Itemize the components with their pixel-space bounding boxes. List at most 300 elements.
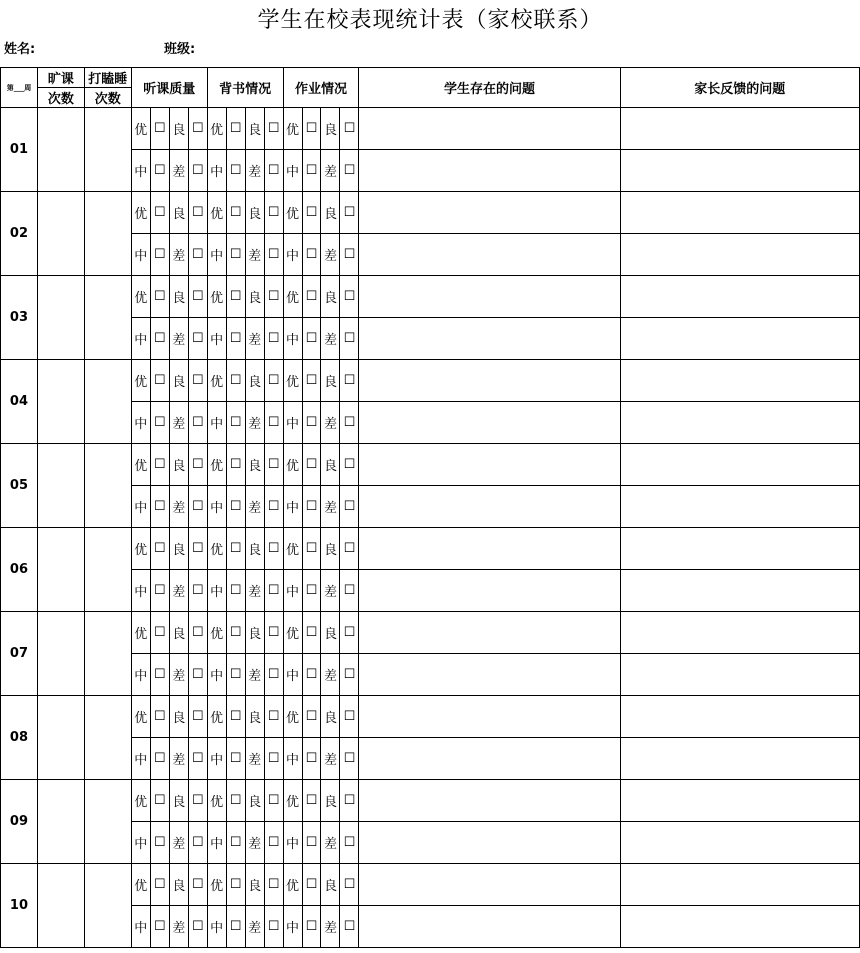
grade-checkbox[interactable]: ☐ bbox=[340, 780, 359, 822]
grade-checkbox[interactable]: ☐ bbox=[264, 192, 283, 234]
grade-checkbox[interactable]: ☐ bbox=[226, 486, 245, 528]
grade-checkbox[interactable]: ☐ bbox=[150, 528, 169, 570]
table-row bbox=[1, 108, 860, 150]
grade-checkbox[interactable]: ☐ bbox=[226, 654, 245, 696]
grade-label: 良 bbox=[169, 696, 188, 738]
grade-label: 优 bbox=[131, 780, 150, 822]
grade-label: 中 bbox=[207, 402, 226, 444]
grade-checkbox[interactable]: ☐ bbox=[340, 234, 359, 276]
table-row bbox=[1, 444, 860, 486]
grade-label: 优 bbox=[283, 696, 302, 738]
grade-checkbox[interactable]: ☐ bbox=[188, 570, 207, 612]
grade-label: 优 bbox=[207, 192, 226, 234]
grade-checkbox[interactable]: ☐ bbox=[340, 822, 359, 864]
grade-checkbox[interactable]: ☐ bbox=[226, 192, 245, 234]
grade-label: 优 bbox=[207, 780, 226, 822]
grade-label: 差 bbox=[321, 150, 340, 192]
absence-header-bottom: 次数 bbox=[37, 88, 84, 108]
grade-checkbox[interactable]: ☐ bbox=[150, 402, 169, 444]
grade-checkbox[interactable]: ☐ bbox=[302, 654, 321, 696]
parent-feedback-cell[interactable] bbox=[620, 108, 859, 150]
grade-checkbox[interactable]: ☐ bbox=[188, 150, 207, 192]
grade-checkbox[interactable]: ☐ bbox=[226, 360, 245, 402]
grade-label: 良 bbox=[169, 864, 188, 906]
student-issues-cell[interactable] bbox=[359, 612, 620, 654]
grade-checkbox[interactable]: ☐ bbox=[150, 612, 169, 654]
student-issues-cell[interactable] bbox=[359, 486, 620, 528]
grade-checkbox[interactable]: ☐ bbox=[340, 150, 359, 192]
grade-checkbox[interactable]: ☐ bbox=[226, 612, 245, 654]
grade-label: 优 bbox=[283, 528, 302, 570]
grade-checkbox[interactable]: ☐ bbox=[150, 108, 169, 150]
grade-checkbox[interactable]: ☐ bbox=[150, 486, 169, 528]
grade-label: 中 bbox=[283, 570, 302, 612]
week-number: 05 bbox=[1, 444, 38, 528]
parent-feedback-cell[interactable] bbox=[620, 906, 859, 948]
grade-checkbox[interactable]: ☐ bbox=[226, 444, 245, 486]
grade-checkbox[interactable]: ☐ bbox=[302, 234, 321, 276]
grade-label: 良 bbox=[245, 192, 264, 234]
parent-feedback-cell[interactable] bbox=[620, 360, 859, 402]
grade-label: 良 bbox=[245, 444, 264, 486]
grade-checkbox[interactable]: ☐ bbox=[188, 528, 207, 570]
grade-checkbox[interactable]: ☐ bbox=[302, 444, 321, 486]
grade-checkbox[interactable]: ☐ bbox=[150, 906, 169, 948]
grade-label: 良 bbox=[169, 108, 188, 150]
grade-checkbox[interactable]: ☐ bbox=[302, 906, 321, 948]
student-issues-cell[interactable] bbox=[359, 360, 620, 402]
parent-feedback-cell[interactable] bbox=[620, 486, 859, 528]
grade-checkbox[interactable]: ☐ bbox=[340, 864, 359, 906]
week-number: 07 bbox=[1, 612, 38, 696]
grade-checkbox[interactable]: ☐ bbox=[302, 822, 321, 864]
grade-checkbox[interactable]: ☐ bbox=[264, 150, 283, 192]
grade-label: 差 bbox=[245, 570, 264, 612]
grade-checkbox[interactable]: ☐ bbox=[340, 738, 359, 780]
grade-label: 优 bbox=[283, 192, 302, 234]
absence-count-cell[interactable] bbox=[37, 696, 84, 780]
grade-label: 差 bbox=[245, 486, 264, 528]
grade-checkbox[interactable]: ☐ bbox=[150, 360, 169, 402]
class-label: 班级: bbox=[164, 42, 196, 57]
grade-label: 中 bbox=[207, 822, 226, 864]
grade-checkbox[interactable]: ☐ bbox=[340, 444, 359, 486]
grade-label: 差 bbox=[321, 570, 340, 612]
grade-checkbox[interactable]: ☐ bbox=[302, 612, 321, 654]
grade-label: 中 bbox=[207, 150, 226, 192]
doze-count-cell[interactable] bbox=[84, 528, 131, 612]
grade-checkbox[interactable]: ☐ bbox=[340, 528, 359, 570]
grade-checkbox[interactable]: ☐ bbox=[188, 234, 207, 276]
grade-label: 差 bbox=[169, 738, 188, 780]
grade-checkbox[interactable]: ☐ bbox=[302, 486, 321, 528]
grade-checkbox[interactable]: ☐ bbox=[188, 444, 207, 486]
doze-count-cell[interactable] bbox=[84, 780, 131, 864]
grade-label: 中 bbox=[131, 486, 150, 528]
absence-count-cell[interactable] bbox=[37, 780, 84, 864]
grade-label: 优 bbox=[131, 612, 150, 654]
grade-label: 中 bbox=[207, 486, 226, 528]
recitation-header: 背书情况 bbox=[207, 68, 283, 108]
grade-label: 差 bbox=[169, 150, 188, 192]
grade-label: 差 bbox=[321, 234, 340, 276]
grade-checkbox[interactable]: ☐ bbox=[150, 738, 169, 780]
grade-checkbox[interactable]: ☐ bbox=[226, 696, 245, 738]
grade-checkbox[interactable]: ☐ bbox=[150, 150, 169, 192]
table-row bbox=[1, 192, 860, 234]
grade-label: 优 bbox=[207, 360, 226, 402]
grade-checkbox[interactable]: ☐ bbox=[150, 192, 169, 234]
student-issues-cell[interactable] bbox=[359, 654, 620, 696]
grade-checkbox[interactable]: ☐ bbox=[340, 486, 359, 528]
grade-label: 差 bbox=[321, 654, 340, 696]
grade-checkbox[interactable]: ☐ bbox=[264, 486, 283, 528]
absence-count-cell[interactable] bbox=[37, 360, 84, 444]
student-issues-cell[interactable] bbox=[359, 192, 620, 234]
grade-checkbox[interactable]: ☐ bbox=[264, 654, 283, 696]
grade-label: 差 bbox=[321, 486, 340, 528]
grade-checkbox[interactable]: ☐ bbox=[264, 276, 283, 318]
week-number: 03 bbox=[1, 276, 38, 360]
grade-label: 优 bbox=[283, 276, 302, 318]
grade-checkbox[interactable]: ☐ bbox=[188, 276, 207, 318]
grade-checkbox[interactable]: ☐ bbox=[264, 444, 283, 486]
grade-label: 中 bbox=[131, 318, 150, 360]
doze-header-top: 打瞌睡 bbox=[84, 68, 131, 88]
table-body bbox=[1, 108, 860, 948]
grade-label: 中 bbox=[207, 234, 226, 276]
grade-checkbox[interactable]: ☐ bbox=[340, 612, 359, 654]
grade-label: 差 bbox=[169, 570, 188, 612]
grade-label: 中 bbox=[131, 654, 150, 696]
grade-label: 优 bbox=[207, 108, 226, 150]
grade-checkbox[interactable]: ☐ bbox=[302, 360, 321, 402]
grade-checkbox[interactable]: ☐ bbox=[302, 696, 321, 738]
grade-checkbox[interactable]: ☐ bbox=[188, 402, 207, 444]
grade-label: 优 bbox=[283, 864, 302, 906]
grade-label: 差 bbox=[245, 906, 264, 948]
page-title: 学生在校表现统计表（家校联系） bbox=[257, 7, 603, 33]
absence-count-cell[interactable] bbox=[37, 108, 84, 192]
grade-checkbox[interactable]: ☐ bbox=[302, 738, 321, 780]
table-row bbox=[1, 864, 860, 906]
grade-checkbox[interactable]: ☐ bbox=[226, 906, 245, 948]
grade-checkbox[interactable]: ☐ bbox=[188, 612, 207, 654]
parent-feedback-header: 家长反馈的问题 bbox=[620, 68, 859, 108]
absence-count-cell[interactable] bbox=[37, 444, 84, 528]
grade-label: 良 bbox=[321, 528, 340, 570]
parent-feedback-cell[interactable] bbox=[620, 570, 859, 612]
grade-checkbox[interactable]: ☐ bbox=[264, 738, 283, 780]
grade-label: 优 bbox=[207, 276, 226, 318]
parent-feedback-cell[interactable] bbox=[620, 402, 859, 444]
grade-checkbox[interactable]: ☐ bbox=[150, 780, 169, 822]
grade-checkbox[interactable]: ☐ bbox=[264, 612, 283, 654]
grade-label: 良 bbox=[321, 612, 340, 654]
table-row bbox=[1, 360, 860, 402]
grade-checkbox[interactable]: ☐ bbox=[226, 822, 245, 864]
grade-checkbox[interactable]: ☐ bbox=[264, 234, 283, 276]
grade-label: 差 bbox=[169, 402, 188, 444]
grade-label: 良 bbox=[245, 864, 264, 906]
grade-checkbox[interactable]: ☐ bbox=[226, 150, 245, 192]
grade-checkbox[interactable]: ☐ bbox=[264, 780, 283, 822]
grade-label: 差 bbox=[245, 234, 264, 276]
grade-checkbox[interactable]: ☐ bbox=[226, 234, 245, 276]
grade-checkbox[interactable]: ☐ bbox=[340, 192, 359, 234]
grade-checkbox[interactable]: ☐ bbox=[188, 108, 207, 150]
grade-checkbox[interactable]: ☐ bbox=[302, 402, 321, 444]
week-header: 第___周 bbox=[1, 68, 38, 108]
grade-label: 良 bbox=[245, 360, 264, 402]
grade-checkbox[interactable]: ☐ bbox=[226, 570, 245, 612]
student-issues-cell[interactable] bbox=[359, 528, 620, 570]
grade-checkbox[interactable]: ☐ bbox=[226, 402, 245, 444]
grade-label: 差 bbox=[321, 906, 340, 948]
student-issues-cell[interactable] bbox=[359, 402, 620, 444]
grade-checkbox[interactable]: ☐ bbox=[264, 108, 283, 150]
parent-feedback-cell[interactable] bbox=[620, 864, 859, 906]
grade-checkbox[interactable]: ☐ bbox=[188, 696, 207, 738]
grade-checkbox[interactable]: ☐ bbox=[226, 738, 245, 780]
grade-checkbox[interactable]: ☐ bbox=[340, 276, 359, 318]
grade-label: 差 bbox=[245, 822, 264, 864]
grade-label: 优 bbox=[131, 696, 150, 738]
grade-checkbox[interactable]: ☐ bbox=[340, 696, 359, 738]
grade-label: 优 bbox=[131, 360, 150, 402]
student-issues-cell[interactable] bbox=[359, 444, 620, 486]
grade-checkbox[interactable]: ☐ bbox=[340, 570, 359, 612]
table-row bbox=[1, 276, 860, 318]
grade-checkbox[interactable]: ☐ bbox=[188, 486, 207, 528]
grade-checkbox[interactable]: ☐ bbox=[150, 654, 169, 696]
parent-feedback-cell[interactable] bbox=[620, 822, 859, 864]
grade-label: 良 bbox=[169, 360, 188, 402]
grade-checkbox[interactable]: ☐ bbox=[188, 192, 207, 234]
grade-label: 中 bbox=[207, 654, 226, 696]
grade-label: 优 bbox=[283, 780, 302, 822]
doze-count-cell[interactable] bbox=[84, 108, 131, 192]
grade-checkbox[interactable]: ☐ bbox=[188, 738, 207, 780]
grade-checkbox[interactable]: ☐ bbox=[302, 192, 321, 234]
absence-count-cell[interactable] bbox=[37, 528, 84, 612]
grade-label: 差 bbox=[169, 318, 188, 360]
parent-feedback-cell[interactable] bbox=[620, 738, 859, 780]
student-issues-cell[interactable] bbox=[359, 276, 620, 318]
grade-checkbox[interactable]: ☐ bbox=[150, 570, 169, 612]
grade-checkbox[interactable]: ☐ bbox=[340, 402, 359, 444]
grade-label: 差 bbox=[169, 234, 188, 276]
grade-label: 优 bbox=[131, 276, 150, 318]
grade-checkbox[interactable]: ☐ bbox=[302, 108, 321, 150]
grade-label: 良 bbox=[169, 780, 188, 822]
grade-label: 中 bbox=[207, 906, 226, 948]
grade-label: 良 bbox=[245, 528, 264, 570]
student-issues-cell[interactable] bbox=[359, 738, 620, 780]
grade-label: 差 bbox=[245, 654, 264, 696]
grade-label: 差 bbox=[169, 654, 188, 696]
grade-checkbox[interactable]: ☐ bbox=[150, 276, 169, 318]
grade-checkbox[interactable]: ☐ bbox=[150, 444, 169, 486]
grade-checkbox[interactable]: ☐ bbox=[188, 360, 207, 402]
grade-checkbox[interactable]: ☐ bbox=[264, 402, 283, 444]
grade-label: 优 bbox=[283, 360, 302, 402]
doze-count-cell[interactable] bbox=[84, 696, 131, 780]
grade-checkbox[interactable]: ☐ bbox=[264, 570, 283, 612]
grade-checkbox[interactable]: ☐ bbox=[340, 654, 359, 696]
student-issues-cell[interactable] bbox=[359, 864, 620, 906]
grade-label: 良 bbox=[321, 276, 340, 318]
grade-checkbox[interactable]: ☐ bbox=[302, 864, 321, 906]
grade-label: 中 bbox=[283, 654, 302, 696]
week-number: 04 bbox=[1, 360, 38, 444]
grade-label: 优 bbox=[207, 696, 226, 738]
absence-count-cell[interactable] bbox=[37, 192, 84, 276]
grade-checkbox[interactable]: ☐ bbox=[150, 234, 169, 276]
table-row bbox=[1, 780, 860, 822]
table-row bbox=[1, 612, 860, 654]
stats-table bbox=[0, 67, 860, 948]
grade-checkbox[interactable]: ☐ bbox=[188, 318, 207, 360]
grade-checkbox[interactable]: ☐ bbox=[264, 696, 283, 738]
grade-checkbox[interactable]: ☐ bbox=[226, 108, 245, 150]
absence-count-cell[interactable] bbox=[37, 864, 84, 948]
grade-checkbox[interactable]: ☐ bbox=[340, 108, 359, 150]
grade-checkbox[interactable]: ☐ bbox=[264, 822, 283, 864]
grade-checkbox[interactable]: ☐ bbox=[150, 822, 169, 864]
doze-count-cell[interactable] bbox=[84, 192, 131, 276]
parent-feedback-cell[interactable] bbox=[620, 318, 859, 360]
grade-label: 良 bbox=[245, 108, 264, 150]
grade-checkbox[interactable]: ☐ bbox=[188, 654, 207, 696]
grade-checkbox[interactable]: ☐ bbox=[340, 906, 359, 948]
student-issues-cell[interactable] bbox=[359, 696, 620, 738]
grade-label: 优 bbox=[207, 444, 226, 486]
grade-label: 差 bbox=[169, 486, 188, 528]
parent-feedback-cell[interactable] bbox=[620, 654, 859, 696]
absence-count-cell[interactable] bbox=[37, 612, 84, 696]
grade-label: 优 bbox=[283, 612, 302, 654]
doze-count-cell[interactable] bbox=[84, 612, 131, 696]
grade-label: 差 bbox=[245, 318, 264, 360]
grade-checkbox[interactable]: ☐ bbox=[302, 570, 321, 612]
table-row bbox=[1, 696, 860, 738]
grade-checkbox[interactable]: ☐ bbox=[226, 528, 245, 570]
grade-label: 差 bbox=[321, 738, 340, 780]
grade-checkbox[interactable]: ☐ bbox=[150, 696, 169, 738]
grade-label: 良 bbox=[169, 612, 188, 654]
student-issues-cell[interactable] bbox=[359, 234, 620, 276]
grade-label: 优 bbox=[131, 444, 150, 486]
doze-header-bottom: 次数 bbox=[84, 88, 131, 108]
grade-checkbox[interactable]: ☐ bbox=[302, 150, 321, 192]
grade-label: 良 bbox=[321, 864, 340, 906]
grade-label: 良 bbox=[169, 444, 188, 486]
grade-label: 中 bbox=[131, 906, 150, 948]
doze-count-cell[interactable] bbox=[84, 864, 131, 948]
grade-label: 中 bbox=[283, 150, 302, 192]
grade-checkbox[interactable]: ☐ bbox=[340, 360, 359, 402]
student-issues-cell[interactable] bbox=[359, 780, 620, 822]
grade-label: 中 bbox=[131, 234, 150, 276]
parent-feedback-cell[interactable] bbox=[620, 234, 859, 276]
week-number: 10 bbox=[1, 864, 38, 948]
grade-label: 优 bbox=[283, 444, 302, 486]
grade-label: 优 bbox=[131, 108, 150, 150]
grade-checkbox[interactable]: ☐ bbox=[302, 276, 321, 318]
grade-checkbox[interactable]: ☐ bbox=[264, 360, 283, 402]
doze-count-cell[interactable] bbox=[84, 360, 131, 444]
parent-feedback-cell[interactable] bbox=[620, 192, 859, 234]
grade-label: 良 bbox=[321, 780, 340, 822]
grade-checkbox[interactable]: ☐ bbox=[188, 822, 207, 864]
student-issues-cell[interactable] bbox=[359, 570, 620, 612]
grade-checkbox[interactable]: ☐ bbox=[226, 276, 245, 318]
grade-checkbox[interactable]: ☐ bbox=[226, 780, 245, 822]
grade-checkbox[interactable]: ☐ bbox=[264, 318, 283, 360]
grade-checkbox[interactable]: ☐ bbox=[264, 864, 283, 906]
grade-label: 优 bbox=[207, 528, 226, 570]
week-number: 01 bbox=[1, 108, 38, 192]
student-issues-cell[interactable] bbox=[359, 822, 620, 864]
parent-feedback-cell[interactable] bbox=[620, 276, 859, 318]
grade-checkbox[interactable]: ☐ bbox=[188, 906, 207, 948]
parent-feedback-cell[interactable] bbox=[620, 528, 859, 570]
grade-checkbox[interactable]: ☐ bbox=[150, 864, 169, 906]
parent-feedback-cell[interactable] bbox=[620, 150, 859, 192]
grade-label: 差 bbox=[169, 906, 188, 948]
grade-checkbox[interactable]: ☐ bbox=[264, 906, 283, 948]
grade-label: 优 bbox=[131, 864, 150, 906]
grade-checkbox[interactable]: ☐ bbox=[150, 318, 169, 360]
grade-checkbox[interactable]: ☐ bbox=[340, 318, 359, 360]
parent-feedback-cell[interactable] bbox=[620, 444, 859, 486]
doze-count-cell[interactable] bbox=[84, 276, 131, 360]
grade-checkbox[interactable]: ☐ bbox=[264, 528, 283, 570]
parent-feedback-cell[interactable] bbox=[620, 612, 859, 654]
grade-label: 中 bbox=[283, 486, 302, 528]
grade-label: 中 bbox=[207, 318, 226, 360]
grade-checkbox[interactable]: ☐ bbox=[226, 864, 245, 906]
grade-label: 优 bbox=[207, 864, 226, 906]
grade-label: 差 bbox=[321, 822, 340, 864]
grade-checkbox[interactable]: ☐ bbox=[302, 528, 321, 570]
grade-checkbox[interactable]: ☐ bbox=[188, 864, 207, 906]
absence-count-cell[interactable] bbox=[37, 276, 84, 360]
grade-checkbox[interactable]: ☐ bbox=[226, 318, 245, 360]
student-issues-cell[interactable] bbox=[359, 318, 620, 360]
grade-label: 差 bbox=[321, 318, 340, 360]
listening-header: 听课质量 bbox=[131, 68, 207, 108]
student-issues-cell[interactable] bbox=[359, 108, 620, 150]
parent-feedback-cell[interactable] bbox=[620, 780, 859, 822]
grade-label: 良 bbox=[245, 780, 264, 822]
grade-label: 优 bbox=[283, 108, 302, 150]
student-issues-cell[interactable] bbox=[359, 906, 620, 948]
student-issues-cell[interactable] bbox=[359, 150, 620, 192]
grade-label: 中 bbox=[131, 150, 150, 192]
grade-checkbox[interactable]: ☐ bbox=[188, 780, 207, 822]
grade-label: 中 bbox=[131, 402, 150, 444]
week-number: 08 bbox=[1, 696, 38, 780]
week-number: 02 bbox=[1, 192, 38, 276]
grade-checkbox[interactable]: ☐ bbox=[302, 780, 321, 822]
name-label: 姓名: bbox=[4, 42, 36, 57]
parent-feedback-cell[interactable] bbox=[620, 696, 859, 738]
grade-label: 良 bbox=[321, 444, 340, 486]
grade-checkbox[interactable]: ☐ bbox=[302, 318, 321, 360]
doze-count-cell[interactable] bbox=[84, 444, 131, 528]
